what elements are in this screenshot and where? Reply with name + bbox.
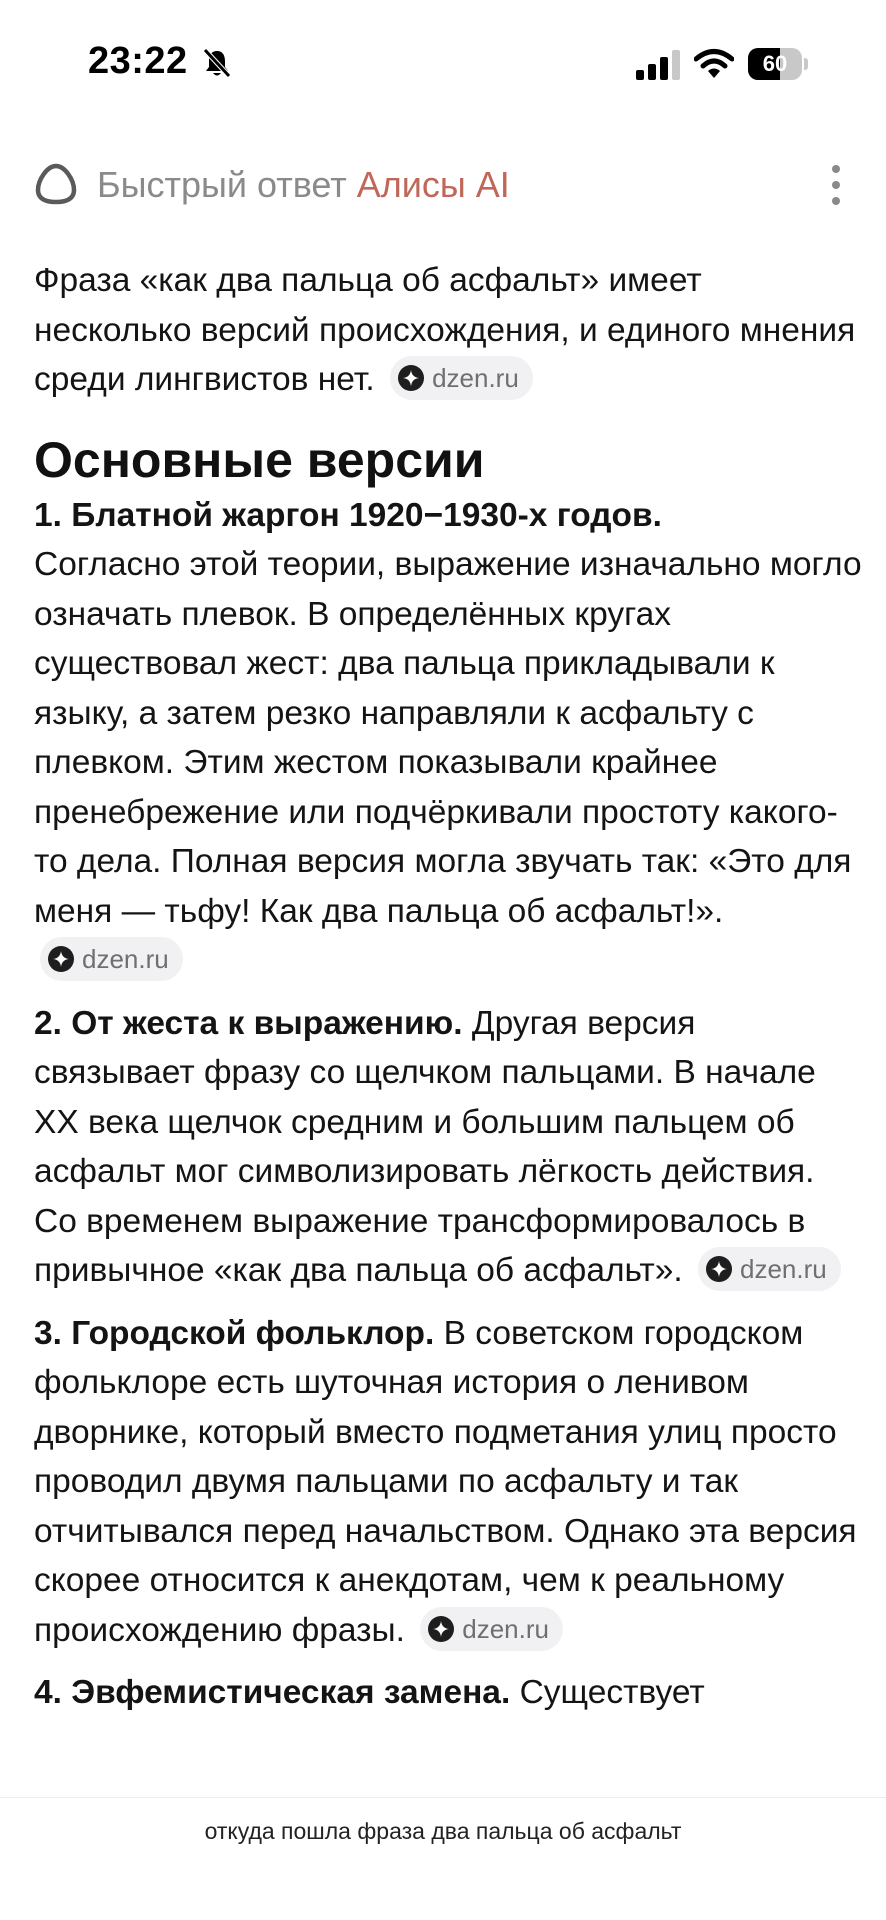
battery-indicator xyxy=(748,48,808,80)
search-query-text[interactable]: откуда пошла фраза два пальца об асфальт xyxy=(204,1818,682,1844)
alice-ring-icon xyxy=(32,160,80,208)
more-options-button[interactable] xyxy=(820,158,852,212)
status-time: 23:22 xyxy=(88,40,188,82)
search-query-bar[interactable] xyxy=(0,1797,886,1920)
answer-header xyxy=(0,150,886,220)
wifi-icon xyxy=(694,48,734,80)
battery-level: 60 xyxy=(762,51,788,76)
version-item: 2. От жеста к выражению. Другая версия связывает фразу со щелчком пальцами. В начале XX века щелчок средним и большим пальцем об асфальт мог символизировать лёгкость действия. Со временем выражение трансформировалось в привычное «как два пальца об асфальт». dzen.ru xyxy=(34,999,864,1296)
answer-intro: Фраза «как два пальца об асфальт» имеет несколько версий происхождения, и единого мнения среди лингвистов нет. dzen.ru xyxy=(34,256,864,405)
status-bar xyxy=(0,0,886,130)
version-title: 2. От жеста к выражению. xyxy=(34,1004,463,1042)
answer-content xyxy=(34,256,864,1731)
answer-header-title: Быстрый ответ Алисы AI xyxy=(97,164,510,205)
version-title: 3. Городской фольклор. xyxy=(34,1314,435,1352)
bell-muted-icon xyxy=(200,46,234,80)
version-item: 3. Городской фольклор. В советском городском фольклоре есть шуточная история о ленивом дворнике, который вместо подметания улиц просто проводил двумя пальцами по асфальту и так отчитывался перед начальством. Однако эта версия скорее относится к анекдотам, чем к реальному происхождению фразы. dzen.ru xyxy=(34,1309,864,1656)
source-chip[interactable]: dzen.ru xyxy=(698,1247,841,1291)
version-item: 4. Эвфемистическая замена. Существует xyxy=(34,1674,705,1711)
sparkle-icon xyxy=(428,1616,454,1642)
version-title: 4. Эвфемистическая замена. xyxy=(34,1674,511,1711)
source-chip[interactable]: dzen.ru xyxy=(390,356,533,400)
version-title: 1. Блатной жаргон 1920−1930-х годов. xyxy=(34,496,662,534)
sparkle-icon xyxy=(398,365,424,391)
source-chip[interactable]: dzen.ru xyxy=(420,1607,563,1651)
sparkle-icon xyxy=(48,946,74,972)
alice-ai-label: Алисы AI xyxy=(356,164,510,205)
cellular-signal-icon xyxy=(636,50,682,80)
sparkle-icon xyxy=(706,1256,732,1282)
source-chip[interactable]: dzen.ru xyxy=(40,937,183,981)
section-title: Основные версии xyxy=(34,431,485,488)
version-item: 1. Блатной жаргон 1920−1930-х годов. Согласно этой теории, выражение изначально могло означать плевок. В определённых кругах существовал жест: два пальца прикладывали к языку, а затем резко направляли к асфальту с плевком. Этим жестом показывали крайнее пренебрежение или подчёркивали простоту какого-то дела. Полная версия могла звучать так: «Это для меня — тьфу! Как два пальца об асфальт!». dzen.ru xyxy=(34,491,864,986)
